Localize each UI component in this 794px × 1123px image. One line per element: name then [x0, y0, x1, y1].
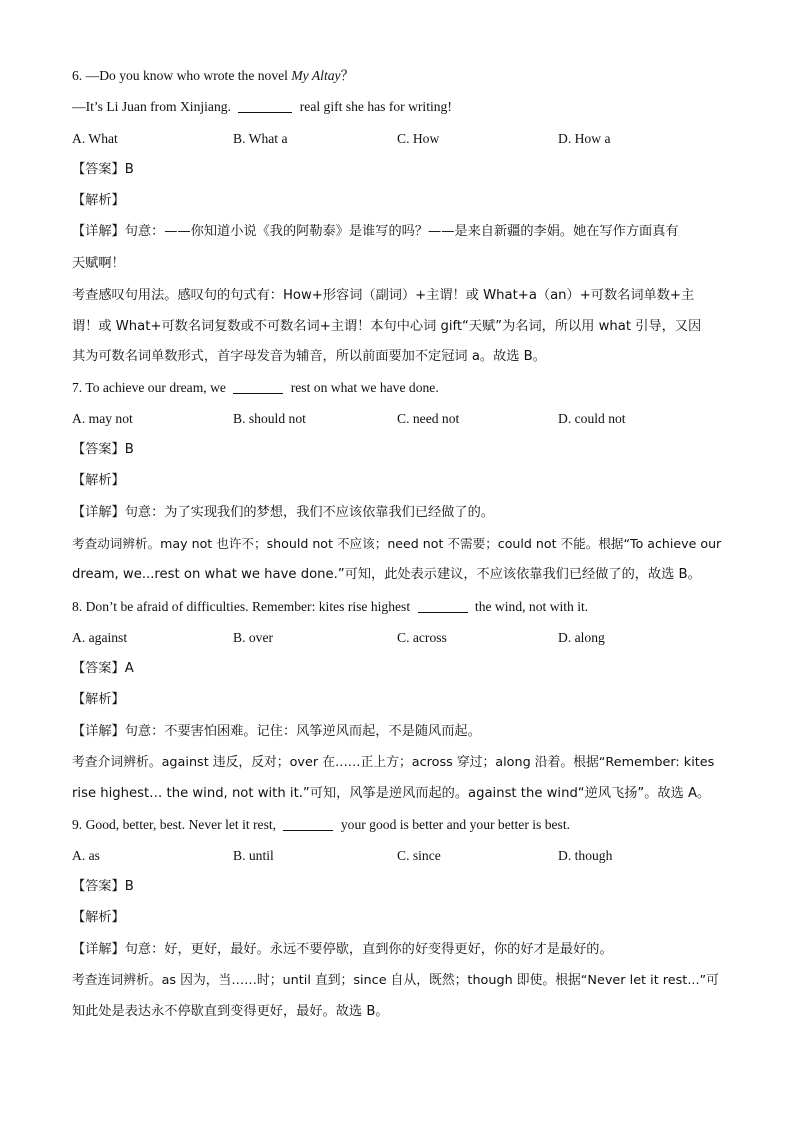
option-a: A. may not [72, 411, 133, 426]
analysis-label: 【解析】 [72, 910, 125, 925]
answer-label: 【答案】B [72, 879, 134, 894]
detail-line: dream, we...rest on what we have done.”可知，此处表示建议，不应该依靠我们已经做了的，故选 B。 [72, 567, 701, 582]
option-c: C. across [397, 630, 447, 645]
detail-line: 考查动词辨析。may not 也许不；should not 不应该；need not 不需要；could not 不能。根据“To achieve our [72, 536, 722, 551]
question-stem-text: real gift she has for writing! [296, 99, 452, 114]
answer-label: 【答案】B [72, 162, 134, 177]
question-stem-text: rest on what we have done. [287, 380, 439, 395]
question-stem-text: the wind, not with it. [471, 599, 589, 614]
question-6-stem-2 [72, 97, 724, 117]
question-6-options [72, 129, 724, 149]
option-c: C. need not [397, 411, 460, 426]
question-stem-text: 9. Good, better, best. Never let it rest, [72, 817, 280, 832]
novel-title: My Altay [291, 68, 341, 83]
answer-blank [233, 379, 283, 394]
question-9-options [72, 846, 724, 866]
detail-line: 谓！或 What+可数名词复数或不可数名词+主谓！本句中心词 gift“天赋”为名词，所以用 what 引导，又因 [72, 319, 702, 334]
detail-line: 考查感叹句用法。感叹句的句式有：How+形容词（副词）+主谓！或 What+a（an）+可数名词单数+主 [72, 288, 695, 303]
detail-line: 考查连词辨析。as 因为，当……时；until 直到；since 自从，既然；though 即使。根据“Never let it rest...”可 [72, 973, 719, 988]
detail-line: 知此处是表达永不停歇直到变得更好，最好。故选 B。 [72, 1004, 389, 1019]
answer-blank [283, 816, 333, 831]
option-d: D. though [558, 848, 613, 863]
detail-line: 【详解】句意：好，更好，最好。永远不要停歇，直到你的好变得更好，你的好才是最好的。 [72, 942, 613, 957]
detail-line: 考查介词辨析。against 违反，反对；over 在……正上方；across 穿过；along 沿着。根据“Remember: kites [72, 755, 715, 770]
answer-label: 【答案】B [72, 442, 134, 457]
option-a: A. as [72, 848, 100, 863]
question-stem-text: —It’s Li Juan from Xinjiang. [72, 99, 235, 114]
option-c: C. How [397, 131, 440, 146]
detail-line: 其为可数名词单数形式，首字母发音为辅音，所以前面要加不定冠词 a。故选 B。 [72, 349, 546, 364]
analysis-label: 【解析】 [72, 193, 125, 208]
option-a: A. What [72, 131, 118, 146]
question-8-stem [72, 597, 724, 617]
analysis-label: 【解析】 [72, 473, 125, 488]
detail-line: 【详解】句意：不要害怕困难。记住：风筝逆风而起，不是随风而起。 [72, 724, 481, 739]
option-b: B. What a [233, 131, 288, 146]
option-d: D. could not [558, 411, 626, 426]
option-d: D. How a [558, 131, 611, 146]
option-b: B. over [233, 630, 274, 645]
question-stem-text: your good is better and your better is best. [337, 817, 571, 832]
question-mark: ？ [340, 68, 355, 83]
option-c: C. since [397, 848, 441, 863]
detail-line: 【详解】句意：——你知道小说《我的阿勒泰》是谁写的吗？——是来自新疆的李娟。她在写作方面真有 [72, 224, 679, 239]
analysis-label: 【解析】 [72, 692, 125, 707]
option-b: B. until [233, 848, 274, 863]
option-a: A. against [72, 630, 128, 645]
question-stem-text: 7. To achieve our dream, we [72, 380, 230, 395]
detail-line: 【详解】句意：为了实现我们的梦想，我们不应该依靠我们已经做了的。 [72, 505, 494, 520]
question-6-stem [72, 66, 724, 86]
question-7-stem [72, 378, 724, 398]
detail-line: 天赋啊！ [72, 256, 125, 271]
option-b: B. should not [233, 411, 306, 426]
question-8-options [72, 628, 724, 648]
question-stem-text: 6. —Do you know who wrote the novel [72, 68, 292, 83]
detail-line: rise highest… the wind, not with it.”可知，风筝是逆风而起的。against the wind“逆风飞扬”。故选 A。 [72, 786, 711, 801]
answer-label: 【答案】A [72, 661, 134, 676]
answer-blank [238, 98, 292, 113]
question-7-options [72, 409, 724, 429]
question-stem-text: 8. Don’t be afraid of difficulties. Remember: kites rise highest [72, 599, 414, 614]
answer-blank [418, 598, 468, 613]
option-d: D. along [558, 630, 605, 645]
question-9-stem [72, 815, 724, 835]
